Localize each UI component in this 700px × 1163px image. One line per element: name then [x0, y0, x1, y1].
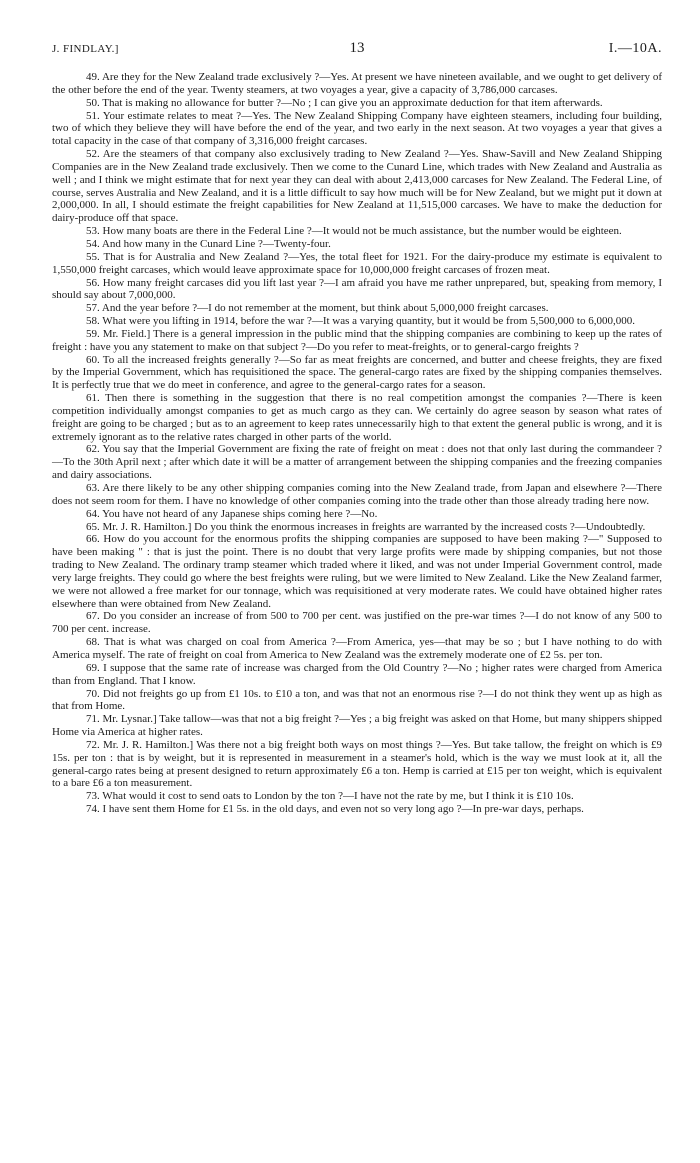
paragraph: 71. Mr. Lysnar.] Take tallow—was that not a big freight ?—Yes ; a big freight was asked on that Home, but many shippers shipped Home via America at higher rates. [52, 713, 662, 739]
paragraph: 61. Then there is something in the suggestion that there is no real competition amongst the companies ?—There is keen competition individually amongst companies to get as much cargo as they can. We certainly do agree season by season what rates of freight are going to be charged ; but as to an agreement to keep rates unnecessarily high to that extent the general public is wrong, and it is extremely ignorant as to the relative rates charged in other parts of the world. [52, 392, 662, 443]
paragraph: 51. Your estimate relates to meat ?—Yes. The New Zealand Shipping Company have eighteen steamers, including four building, two of which they believe they will have before the end of the year, and two early in the next season. At two voyages a year that gives a total capacity in the case of that company of 3,316,000 freight carcases. [52, 109, 662, 148]
paragraph: 66. How do you account for the enormous profits the shipping companies are supposed to have been making ?—" Supposed to have been making " : that is just the point. There is no doubt that very large profits were made by shipping companies, but not those trading to New Zealand. The ordinary tramp steamer which traded where it liked, and was not under Imperial Government control, made very large freights. They could go where the best freights were ruling, but we were limited to New Zealand. Like the New Zealand farmer, we were not allowed a free market for our tonnage, which was requisitioned at very moderate rates. We could have obtained higher rates elsewhere than were obtained from New Zealand. [52, 533, 662, 610]
paragraph: 73. What would it cost to send oats to London by the ton ?—I have not the rate by me, but I think it is £10 10s. [86, 790, 574, 803]
witness-name: J. FINDLAY.] [52, 43, 119, 55]
paragraph: 59. Mr. Field.] There is a general impression in the public mind that the shipping companies are combining to keep up the rates of freight : have you any statement to make on that subject ?—Do you refer to meat-freights, or to general-cargo freights ? [52, 327, 662, 353]
paragraph: 72. Mr. J. R. Hamilton.] Was there not a big freight both ways on most things ?—Yes. But take tallow, the freight on which is £9 15s. per ton : that is by weight, but it is represented in measurement in a steamer's hold, which is the way we must look at it, all the general-cargo rates being at present designed to return approximately £6 a ton. Hemp is carried at £15 per ton weight, which is equivalent to a bare £6 a ton measurement. [52, 738, 662, 790]
paragraph: 56. How many freight carcases did you lift last year ?—I am afraid you have me rather unprepared, but, speaking from memory, I should say about 7,000,000. [52, 276, 662, 302]
paragraph: 67. Do you consider an increase of from 500 to 700 per cent. was justified on the pre-war times ?—I do not know of any 500 to 700 per cent. increase. [52, 610, 662, 636]
document-reference: I.—10A. [608, 41, 662, 56]
paragraph: 53. How many boats are there in the Federal Line ?—It would not be much assistance, but the number would be eighteen. [86, 225, 622, 238]
page-number: 13 [349, 40, 365, 56]
paragraph: 65. Mr. J. R. Hamilton.] Do you think the enormous increases in freights are warranted by the increased costs ?—Undoubtedly. [86, 520, 646, 533]
paragraph: 68. That is what was charged on coal from America ?—From America, yes—that may be so ; but I have nothing to do with America myself. The rate of freight on coal from America to New Zealand was the extremely moderate one of £2 5s. per ton. [52, 636, 662, 661]
paragraph: 74. I have sent them Home for £1 5s. in the old days, and even not so very long ago ?—In pre-war days, perhaps. [86, 803, 584, 816]
paragraph: 54. And how many in the Cunard Line ?—Twenty-four. [86, 237, 331, 250]
document-body [52, 71, 662, 816]
paragraph: 64. You have not heard of any Japanese ships coming here ?—No. [86, 507, 378, 520]
paragraph: 52. Are the steamers of that company also exclusively trading to New Zealand ?—Yes. Shaw-Savill and New Zealand Shipping Companies are in the New Zealand trade exclusively. Then we come to the Cunard Line, which trades with New Zealand and Australia as well ; and I think we might estimate that for next year they can deal with about 2,413,000 carcases for New Zealand. The Federal Line, of course, serves Australia and New Zealand, and it is a little difficult to say how much will be for New Zealand, but we might put it down at 2,000,000. In all, I should estimate the freight capabilities for New Zealand at 11,515,000 carcases. We have to make the deduction for dairy-produce off that space. [52, 148, 662, 225]
paragraph: 57. And the year before ?—I do not remember at the moment, but think about 5,000,000 freight carcases. [86, 302, 549, 315]
paragraph: 60. To all the increased freights generally ?—So far as meat freights are concerned, and butter and cheese freights, they are fixed by the Imperial Government, which has requisitioned the space. The general-cargo rates are fixed by the shipping companies themselves. It is perfectly true that we do meet in conference, and agree to the general-cargo rates for a season. [52, 353, 662, 392]
paragraph: 55. That is for Australia and New Zealand ?—Yes, the total fleet for 1921. For the dairy-produce my estimate is equivalent to 1,550,000 freight carcases, which would leave approximate space for 10,000,000 freight carcases of frozen meat. [52, 250, 662, 276]
paragraph: 50. That is making no allowance for butter ?—No ; I can give you an approximate deduction for that item afterwards. [86, 96, 603, 109]
paragraph: 62. You say that the Imperial Government are fixing the rate of freight on meat : does not that only last during the commandeer ?—To the 30th April next ; after which date it will be a matter of arrangement between the shipping companies and the freezing companies and dairy associations. [52, 443, 662, 482]
paragraph: 49. Are they for the New Zealand trade exclusively ?—Yes. At present we have nineteen available, and we ought to get delivery of the other before the end of the year. Twenty steamers, at two voyages a year, give a capacity of 3,786,000 carcases. [52, 71, 662, 96]
paragraph: 63. Are there likely to be any other shipping companies coming into the New Zealand trade, from Japan and elsewhere ?—There does not seem room for them. I have no knowledge of other companies coming into the trade other than those already trading here now. [52, 482, 662, 507]
paragraph: 69. I suppose that the same rate of increase was charged from the Old Country ?—No ; higher rates were charged from America than from England. That I know. [52, 661, 662, 687]
paragraph: 70. Did not freights go up from £1 10s. to £10 a ton, and was that not an enormous rise ?—I do not think they went up as high as that from Home. [52, 687, 662, 713]
page-header [52, 40, 662, 57]
paragraph: 58. What were you lifting in 1914, before the war ?—It was a varying quantity, but it would be from 5,500,000 to 6,000,000. [86, 315, 635, 328]
